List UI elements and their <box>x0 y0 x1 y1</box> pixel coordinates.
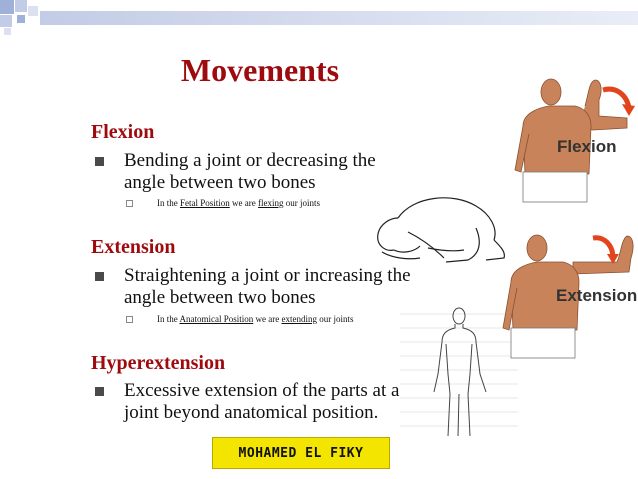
extension-definition: Straightening a joint or increasing the angle between two bones <box>124 265 411 308</box>
extension-heading: Extension <box>91 236 176 258</box>
extension-example: In the Anatomical Position we are extending our joints <box>157 314 354 324</box>
slide-title: Movements <box>180 52 340 88</box>
bullet-icon <box>95 387 104 396</box>
flexion-image-label: Flexion <box>557 137 617 156</box>
extension-image-label: Extension <box>556 286 638 305</box>
flexion-heading: Flexion <box>91 121 155 143</box>
bullet-icon <box>95 157 104 166</box>
fetal-position-illustration <box>368 188 510 270</box>
bullet-icon <box>95 272 104 281</box>
flexion-example: In the Fetal Position we are flexing our joints <box>157 198 321 208</box>
sub-bullet-icon <box>126 316 133 323</box>
sub-bullet-icon <box>126 200 133 207</box>
author-stamp: MOHAMED EL FIKY <box>212 437 390 469</box>
hyperextension-definition: Excessive extension of the parts at a joint beyond anatomical position. <box>124 380 400 423</box>
header-bar <box>40 11 638 25</box>
flexion-definition: Bending a joint or decreasing the angle between two bones <box>124 150 376 193</box>
hyperextension-heading: Hyperextension <box>91 352 226 374</box>
